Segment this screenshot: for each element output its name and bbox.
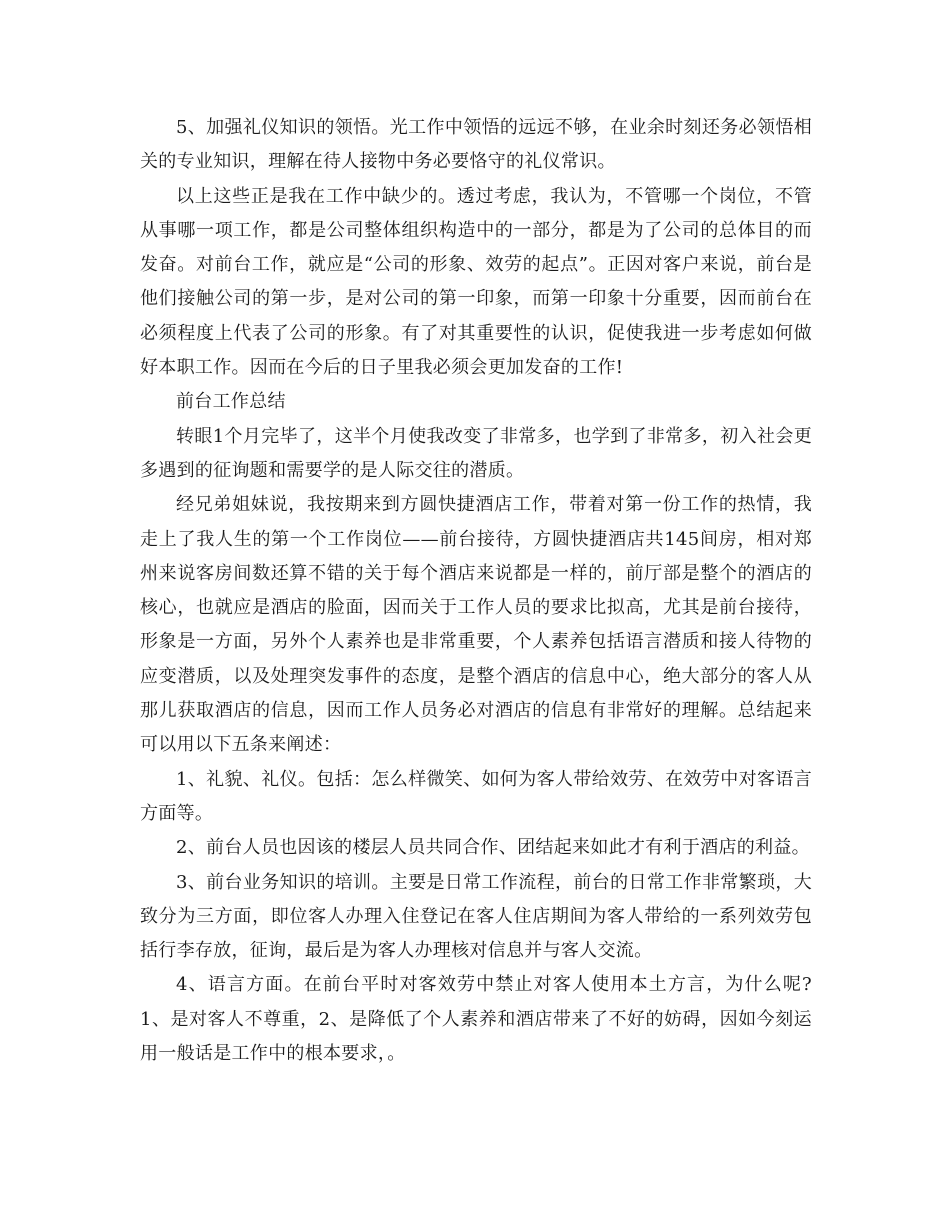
paragraph-hotel-description: 经兄弟姐妹说，我按期来到方圆快捷酒店工作，带着对第一份工作的热情，我走上了我人生的第一个工作岗位——前台接待，方圆快捷酒店共145间房，相对郑州来说客房间数还算不错的关于每个酒店来说都是一样的，前厅部是整个的酒店的核心，也就应是酒店的脸面，因而关于工作人员的要求比拟高，尤其是前台接待，形象是一方面，另外个人素养也是非常重要，个人素养包括语言潜质和接人待物的应变潜质，以及处理突发事件的态度，是整个酒店的信息中心，绝大部分的客人从那儿获取酒店的信息，因而工作人员务必对酒店的信息有非常好的理解。总结起来可以用以下五条来阐述： — [140, 494, 812, 756]
paragraph-reflection: 以上这些正是我在工作中缺少的。透过考虑，我认为，不管哪一个岗位，不管从事哪一项工作，都是公司整体组织构造中的一部分，都是为了公司的总体目的而发奋。对前台工作，就应是“公司的形象、效劳的起点”。正因对客户来说，前台是他们接触公司的第一步，是对公司的第一印象，而第一印象十分重要，因而前台在必须程度上代表了公司的形象。有了对其重要性的认识，促使我进一步考虑如何做好本职工作。因而在今后的日子里我必须会更加发奋的工作! — [140, 185, 812, 379]
list-item-cooperation: 2、前台人员也因该的楼层人员共同合作、团结起来如此才有利于酒店的利益。 — [176, 837, 810, 859]
section-heading: 前台工作总结 — [176, 391, 286, 413]
paragraph-intro: 转眼1个月完毕了，这半个月使我改变了非常多，也学到了非常多，初入社会更多遇到的征询题和需要学的是人际交往的潜质。 — [140, 425, 812, 481]
document-body — [140, 111, 812, 1071]
list-item-training: 3、前台业务知识的培训。主要是日常工作流程，前台的日常工作非常繁琐，大致分为三方面，即位客人办理入住登记在客人住店期间为客人带给的一系列效劳包括行李存放，征询，最后是为客人办理核对信息并与客人交流。 — [140, 871, 812, 962]
paragraph-etiquette-study: 5、加强礼仪知识的领悟。光工作中领悟的远远不够，在业余时刻还务必领悟相关的专业知识，理解在待人接物中务必要恪守的礼仪常识。 — [140, 117, 812, 173]
list-item-courtesy: 1、礼貌、礼仪。包括：怎么样微笑、如何为客人带给效劳、在效劳中对客语言方面等。 — [140, 768, 812, 824]
list-item-language: 4、语言方面。在前台平时对客效劳中禁止对客人使用本土方言，为什么呢?1、是对客人不尊重，2、是降低了个人素养和酒店带来了不好的妨碍，因如今刻运用一般话是工作中的根本要求，。 — [140, 974, 812, 1065]
